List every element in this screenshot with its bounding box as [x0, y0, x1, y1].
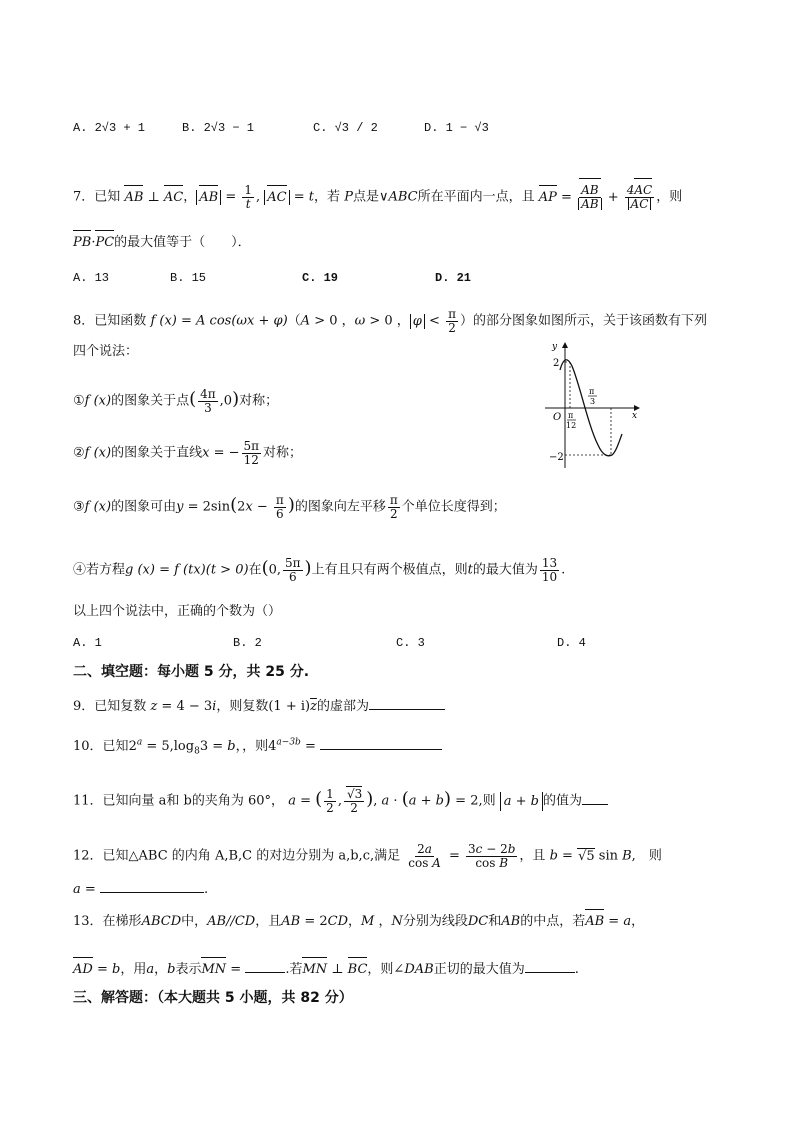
section-3-heading: 三、解答题：（本大题共 5 小题，共 82 分） [73, 990, 353, 1006]
q6-option-a [73, 122, 145, 134]
q7-option-d: D. 21 [435, 271, 472, 285]
q11-line: 11．已知向量 a和 b的夹角为 60°， a = ( $\frac{1}{2}$ , $\frac{√3}{2}$ ), a · (a + b) = 2,则 a + b 的值为 [73, 788, 608, 814]
q8-s1-pre: ① [73, 393, 85, 409]
q6-option-d [424, 122, 489, 134]
q9-answer-blank[interactable] [369, 697, 445, 710]
q11-text-a: 已知向量 a和 b的夹角为 60°， [102, 793, 285, 809]
q10-line: 10．已知$2^a = 5,\log_83 = b$，，则$4^{a-3b}$ = [73, 737, 442, 757]
q7-option-b: B. 15 [170, 271, 207, 285]
graph-x-label: x [632, 411, 638, 421]
q7-pb-pc: PB·PC [73, 235, 115, 250]
q6-option-c-text: C. √3 / 2 [313, 121, 378, 135]
q7-line2 [73, 236, 251, 249]
q8-s1-mid: 的图象关于点 [111, 393, 190, 409]
q12-number: 12． [73, 848, 103, 864]
q8-s1-post: 对称； [239, 393, 279, 409]
q8-line1: 8．已知函数 f (x) = A cos(ωx + φ)（A > 0 ，ω > 0 ， φ < $\frac{\pi}{2}$ ）的部分图象如图所示，关于该函数有下列 [73, 307, 707, 335]
q8-line2: 四个说法： [73, 344, 139, 359]
q12-text-a: 已知△ABC 的内角 A,B,C 的对边分别为 a,b,c,满足 [102, 848, 401, 864]
q9-line: 9．已知复数 z = 4 − 3i，则复数(1 + i)z的虚部为 [73, 697, 445, 713]
q8-function-graph [540, 340, 650, 470]
q7-stem-f: 的最大值等于（ ）． [114, 235, 251, 250]
q10-text-b: ，则 [242, 739, 269, 754]
graph-y-label: y [552, 342, 558, 352]
q13-number: 13． [73, 914, 103, 929]
q8-option-d: D. 4 [557, 636, 586, 650]
q12-text-b: 且 [532, 848, 546, 864]
q8-option-a: A. 1 [73, 636, 102, 650]
q9-text-b: ，则复数 [216, 699, 269, 714]
graph-origin-label: O [553, 412, 562, 423]
q8-s3-pre: ③ [73, 499, 85, 515]
q13-text-l: 正切的最大值为 [433, 962, 525, 977]
q8-statement-4: ④若方程g (x) = f (tx)(t > 0)在(0, $\frac{5\pi}{6}$ )上有且只有两个极值点，则t的最大值为 $\frac{13}{10}$ . [73, 556, 566, 584]
q7-option-c: C. 19 [302, 271, 339, 285]
q8-pi-over-2: $\frac{\pi}{2}$ [448, 307, 456, 335]
q8-statement-2: ②f (x)的图象关于直线x = − $\frac{5\pi}{12}$ 对称； [73, 439, 303, 467]
q8-s4-pre: ④若方程 [73, 562, 126, 578]
section-2-heading: 二、填空题：每小题 5 分，共 25 分. [73, 664, 310, 680]
q13-text-d: ， [348, 914, 362, 929]
q8-stem-cond: 的部分图象如图所示，关于该函数有下列 [472, 313, 707, 329]
q13-text-c: ，且 [255, 914, 282, 929]
q9-text-c: 的虚部为 [316, 699, 369, 714]
q13-text-i: 表示 [175, 962, 202, 977]
q7-stem-e: ，则 [656, 189, 683, 205]
q8-s4-mid3: 的最大值为 [472, 562, 538, 578]
q13-text-a: 在梯形 [102, 914, 142, 929]
q8-s4-mid2: 上有且只有两个极值点，则 [311, 562, 468, 578]
q8-s2-pre: ② [73, 445, 85, 461]
q12-text-c: 则 [648, 848, 662, 864]
q9-text-a: 已知复数 [94, 699, 147, 714]
q12-line1: 12．已知△ABC 的内角 A,B,C 的对边分别为 a,b,c,满足 $\frac{2a}{\text{cos A}}$ = $\frac{3c - 2b}{\text{cos B}}$ ，且 b = √5 sin B, 则 [73, 842, 662, 870]
q8-s3-mid: 的图象可由 [111, 499, 177, 515]
q7-vector-condition: AB ⊥ AC [124, 189, 184, 205]
q6-option-b-text: B. 2√3 − 1 [182, 121, 255, 135]
q6-option-c [313, 122, 378, 134]
q10-text-a: 已知 [102, 739, 129, 754]
q8-s4-mid: 在 [248, 562, 262, 578]
q7-ac-magnitude: AC [264, 190, 289, 205]
graph-y-min-label: −2 [549, 452, 564, 463]
q8-stem: 已知函数 [94, 313, 147, 329]
q9-z: z [150, 699, 158, 714]
graph-y-arrow [562, 342, 568, 348]
q8-s3-mid2: 的图象向左平移 [294, 499, 386, 515]
q13-answer-blank-2[interactable] [525, 960, 575, 973]
q13-line2: AD = b，用a，b表示MN = .若MN ⊥ BC，则∠DAB正切的最大值为 . [73, 962, 579, 977]
q7-ab-magnitude: AB [196, 190, 221, 205]
q10-number: 10． [73, 739, 103, 754]
q13-line1: 13．在梯形ABCD中，AB//CD，且AB = 2CD，M ，N分别为线段DC和AB的中点，若AB = a， [73, 914, 645, 929]
graph-y-max-label: 2 [553, 358, 560, 369]
q8-function: f (x) = A cos(ωx + φ) [150, 313, 288, 329]
q8-option-c: C. 3 [396, 636, 425, 650]
q7-stem-b: ，若 [314, 189, 341, 205]
q13-text-h: ，用 [120, 962, 147, 977]
graph-tick-b-den: 3 [590, 397, 596, 406]
q7-triangle: ∨ABC [378, 189, 418, 205]
q12-answer-blank[interactable] [100, 880, 204, 893]
graph-tick-b: π [589, 387, 595, 396]
q10-answer-blank[interactable] [320, 737, 442, 750]
q13-text-g: 的中点，若 [520, 914, 586, 929]
q11-text-c: 的值为 [542, 793, 582, 809]
q6-option-b [182, 122, 254, 134]
q9-number: 9． [73, 699, 95, 714]
graph-tick-a: π [568, 411, 574, 420]
q7-stem-c: 点是 [352, 189, 379, 205]
q13-text-e: 分别为线段 [402, 914, 468, 929]
q7-stem-d: 所在平面内一点，且 [417, 189, 535, 205]
q6-option-d-text: D. 1 − √3 [424, 121, 489, 135]
q8-s2-post: 对称； [263, 445, 303, 461]
q11-number: 11． [73, 793, 103, 809]
q13-text-k: ，则 [367, 962, 394, 977]
q11-text-b: 则 [482, 793, 496, 809]
q12-line2: a = . [73, 882, 209, 897]
q8-option-b: B. 2 [233, 636, 262, 650]
q8-number: 8． [73, 313, 95, 329]
q11-answer-blank[interactable] [582, 792, 608, 805]
q7-one-over-t: $\frac{1}{t}$ [244, 183, 253, 211]
q13-text-j: 若 [289, 962, 303, 977]
q7-stem-a: 已知 [94, 189, 121, 205]
q8-statement-3: ③f (x)的图象可由y = 2sin(2x − $\frac{\pi}{6}$ )的图象向左平移 $\frac{\pi}{2}$ 个单位长度得到； [73, 493, 506, 521]
q13-text-b: 中， [181, 914, 208, 929]
q13-text-f: 和 [488, 914, 502, 929]
q8-statement-1: ①f (x)的图象关于点( $\frac{4\pi}{3}$ ,0)对称； [73, 387, 279, 415]
graph-tick-a-den: 12 [566, 421, 577, 430]
q8-ask: 以上四个说法中，正确的个数为（） [73, 604, 282, 619]
q7-option-a: A. 13 [73, 271, 110, 285]
q13-answer-blank-1[interactable] [245, 960, 285, 973]
q6-option-a-text: A. 2√3 + 1 [73, 121, 146, 135]
q8-s3-post: 个单位长度得到； [401, 499, 506, 515]
q7-number: 7． [73, 189, 95, 205]
q8-s2-mid: 的图象关于直线 [111, 445, 203, 461]
q7-ap-expression: AP = $\frac{AB}{AB}$ + $\frac{4AC}{AC}$ [538, 183, 653, 211]
q7-line1: 7．已知 AB ⊥ AC， AB = $\frac{1}{t}$ , AC = t，若 P点是∨ABC所在平面内一点，且 AP = $\frac{AB}{AB}$ + $\frac{4AC}{AC}$ ，则 [73, 183, 683, 211]
